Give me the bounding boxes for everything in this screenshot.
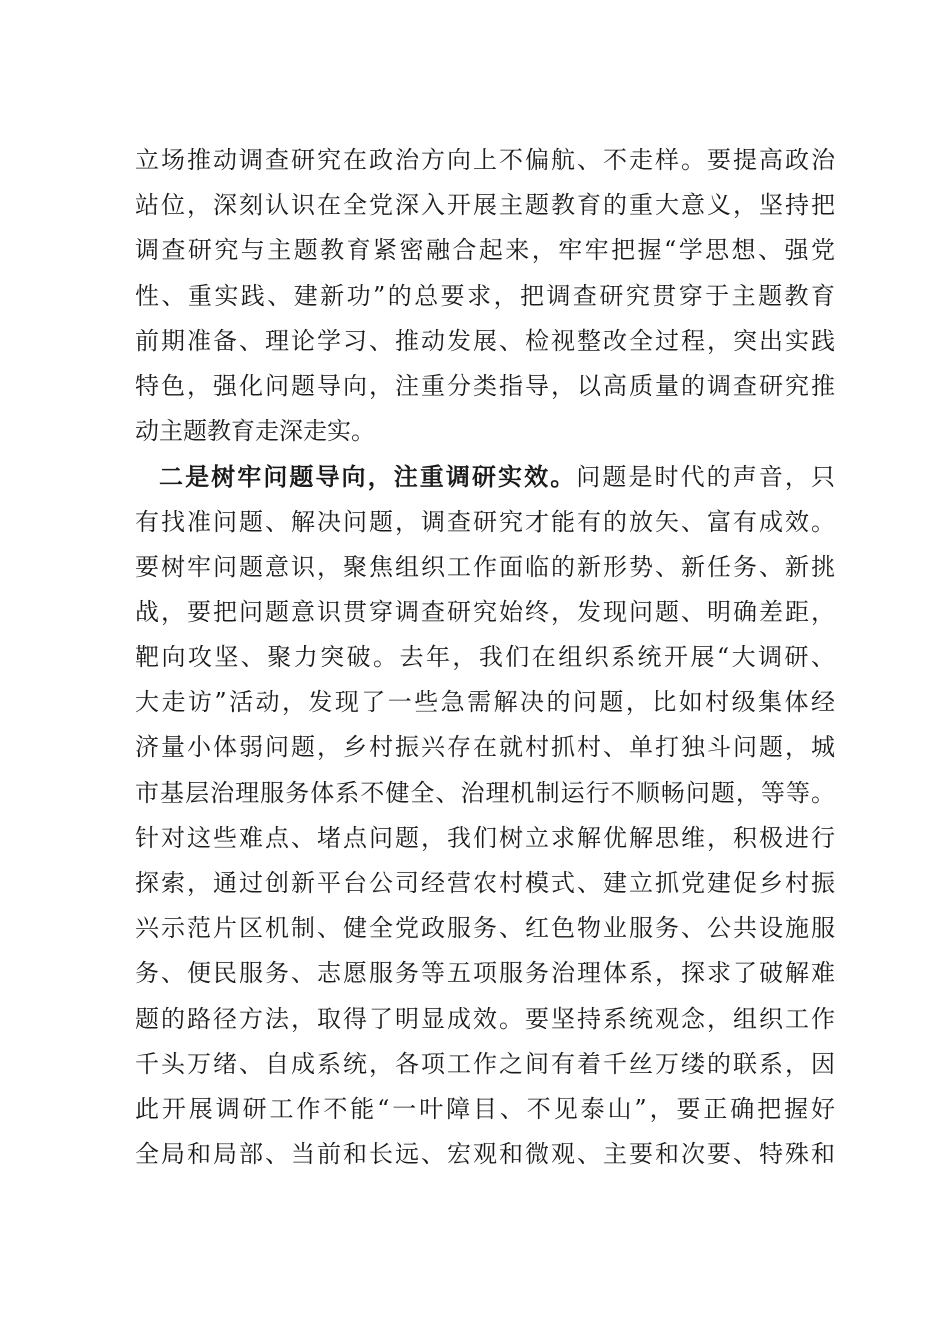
paragraph-line: 靶向攻坚、聚力突破。去年，我们在组织系统开展“大调研、 xyxy=(135,643,835,672)
paragraph-line: 性、重实践、建新功”的总要求，把调查研究贯穿于主题教育 xyxy=(135,281,835,310)
paragraph-line: 兴示范片区机制、健全党政服务、红色物业服务、公共设施服 xyxy=(135,914,835,943)
paragraph-line: 探索，通过创新平台公司经营农村模式、建立抓党建促乡村振 xyxy=(135,869,835,897)
paragraph-line: 全局和局部、当前和长远、宏观和微观、主要和次要、特殊和 xyxy=(135,1140,835,1169)
paragraph-line: 大走访”活动，发现了一些急需解决的问题，比如村级集体经 xyxy=(135,688,835,717)
paragraph-line: 针对这些难点、堵点问题，我们树立求解优解思维，积极进行 xyxy=(135,823,835,852)
paragraph-line: 务、便民服务、志愿服务等五项服务治理体系，探求了破解难 xyxy=(135,959,835,988)
paragraph-line: 前期准备、理论学习、推动发展、检视整改全过程，突出实践 xyxy=(135,326,835,355)
paragraph-line: 调查研究与主题教育紧密融合起来，牢牢把握“学思想、强党 xyxy=(135,236,835,265)
paragraph-line: 立场推动调查研究在政治方向上不偏航、不走样。要提高政治 xyxy=(135,146,835,174)
paragraph-heading-line xyxy=(135,454,835,499)
paragraph-line: 济量小体弱问题，乡村振兴存在就村抓村、单打独斗问题，城 xyxy=(135,733,835,762)
paragraph-line: 千头万绪、自成系统，各项工作之间有着千丝万缕的联系，因 xyxy=(135,1049,835,1078)
paragraph-line: 题的路径方法，取得了明显成效。要坚持系统观念，组织工作 xyxy=(135,1004,835,1033)
paragraph-line: 站位，深刻认识在全党深入开展主题教育的重大意义，坚持把 xyxy=(135,191,835,220)
section-heading: 二是树牢问题导向，注重调研实效。 xyxy=(159,462,577,492)
paragraph-line: 有找准问题、解决问题，调查研究才能有的放矢、富有成效。 xyxy=(135,507,835,536)
paragraph-line: 战，要把问题意识贯穿调查研究始终，发现问题、明确差距， xyxy=(135,597,835,626)
paragraph-line: 此开展调研工作不能“一叶障目、不见泰山”，要正确把握好 xyxy=(135,1094,835,1123)
paragraph-text: 问题是时代的声音，只 xyxy=(576,463,836,492)
paragraph-line: 动主题教育走深走实。 xyxy=(135,417,375,446)
body-text xyxy=(135,138,835,1177)
paragraph-line: 特色，强化问题导向，注重分类指导，以高质量的调查研究推 xyxy=(135,371,835,400)
paragraph-line: 要树牢问题意识，聚焦组织工作面临的新形势、新任务、新挑 xyxy=(135,552,835,581)
paragraph-line: 市基层治理服务体系不健全、治理机制运行不顺畅问题，等等。 xyxy=(135,778,835,807)
